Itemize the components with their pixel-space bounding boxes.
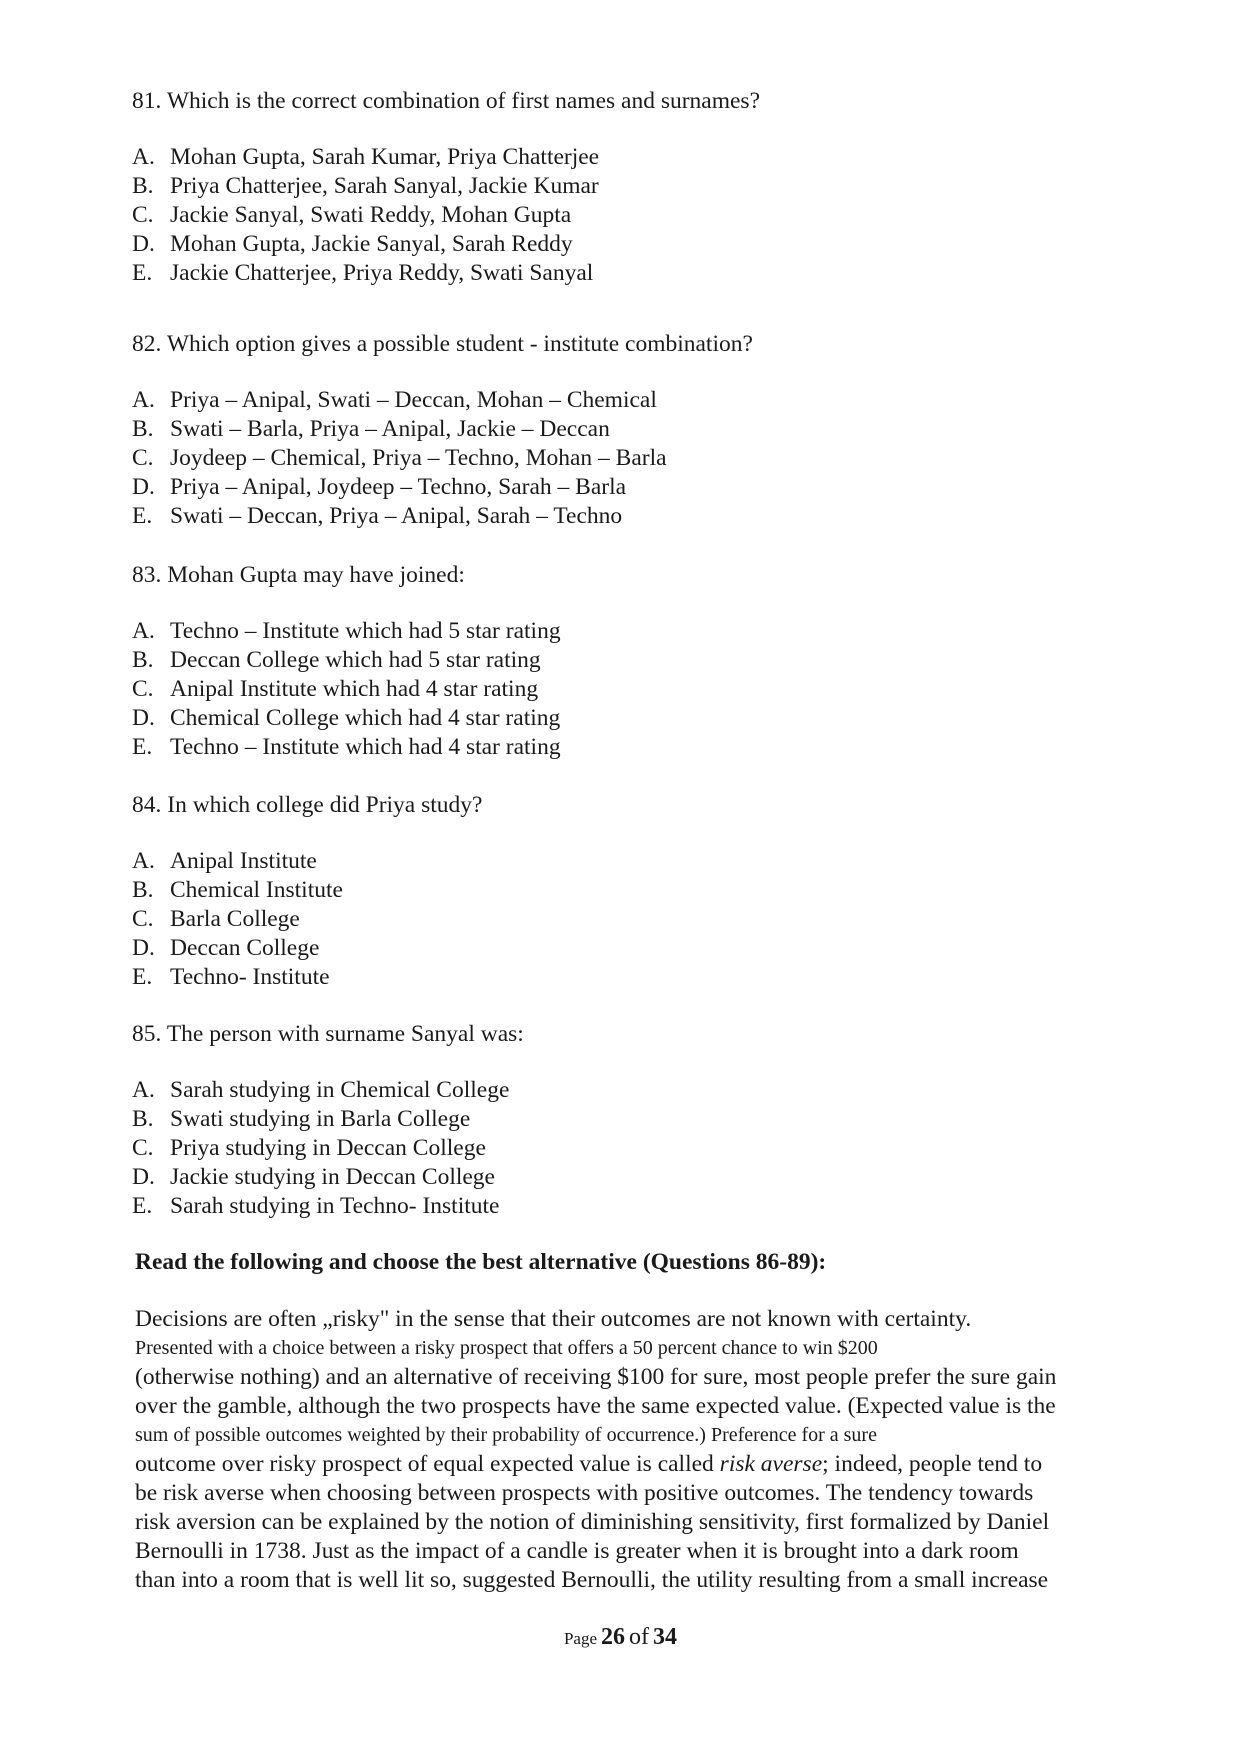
option-letter: D. [132,1164,155,1190]
italic-term: risk averse [719,1451,823,1477]
current-page-number: 26 [601,1624,626,1650]
option-text: Deccan College [170,935,320,961]
question-81 [132,87,1112,288]
passage-line: Presented with a choice between a risky prospect that offers a 50 percent chance to win $200 [135,1337,878,1359]
option-text: Barla College [170,906,300,932]
option-text: Deccan College which had 5 star rating [170,647,541,673]
question-82 [132,330,1112,531]
option-text: Sarah studying in Techno- Institute [170,1193,500,1219]
option-letter: D. [132,474,155,500]
option-letter: B. [132,416,154,442]
option-c [132,444,1112,473]
question-stem: 81. Which is the correct combination of first names and surnames? [132,88,761,114]
option-b [132,415,1112,444]
question-83 [132,561,1112,762]
option-letter: E. [132,734,153,760]
option-letter: B. [132,1106,154,1132]
option-letter: E. [132,503,153,529]
page-word: Page [563,1629,598,1648]
option-b [132,876,1112,905]
option-letter: C. [132,445,154,471]
passage-line: than into a room that is well lit so, suggested Bernoulli, the utility resulting from a small increase [135,1567,1049,1593]
question-stem: 83. Mohan Gupta may have joined: [132,562,465,588]
option-letter: C. [132,676,154,702]
option-text: Joydeep – Chemical, Priya – Techno, Mohan – Barla [170,445,667,471]
question-84 [132,791,1112,992]
passage-line: Bernoulli in 1738. Just as the impact of a candle is greater when it is brought into a dark room [135,1538,1019,1564]
option-text: Techno- Institute [170,964,330,990]
option-text: Mohan Gupta, Jackie Sanyal, Sarah Reddy [170,231,573,257]
option-d [132,934,1112,963]
option-d [132,230,1112,259]
option-letter: B. [132,877,154,903]
question-85 [132,1020,1112,1221]
option-list [132,1076,1112,1221]
option-e [132,502,1112,531]
option-text: Techno – Institute which had 4 star rating [170,734,561,760]
option-text: Chemical College which had 4 star rating [170,705,561,731]
option-list [132,386,1112,531]
option-list [132,847,1112,992]
option-b [132,172,1112,201]
option-letter: D. [132,935,155,961]
passage-text: ; indeed, people tend to [822,1451,1043,1477]
passage-text: outcome over risky prospect of equal expected value is called [135,1451,720,1477]
option-a [132,617,1112,646]
option-text: Swati studying in Barla College [170,1106,471,1132]
option-letter: A. [132,144,155,170]
option-text: Jackie studying in Deccan College [170,1164,495,1190]
option-letter: C. [132,906,154,932]
option-d [132,704,1112,733]
option-text: Priya – Anipal, Swati – Deccan, Mohan – Chemical [170,387,657,413]
passage-line: Decisions are often „risky" in the sense that their outcomes are not known with certainty. [135,1306,972,1332]
question-stem: 84. In which college did Priya study? [132,792,483,818]
option-c [132,905,1112,934]
total-pages-number: 34 [653,1624,678,1650]
option-letter: B. [132,173,154,199]
passage-line: (otherwise nothing) and an alternative of receiving $100 for sure, most people prefer the sure gain [135,1364,1057,1390]
option-text: Jackie Chatterjee, Priya Reddy, Swati Sanyal [170,260,594,286]
passage-line: risk aversion can be explained by the notion of diminishing sensitivity, first formalized by Daniel [135,1509,1050,1535]
option-text: Priya studying in Deccan College [170,1135,486,1161]
option-letter: B. [132,647,154,673]
option-text: Swati – Deccan, Priya – Anipal, Sarah – Techno [170,503,623,529]
option-a [132,386,1112,415]
option-letter: D. [132,231,155,257]
of-word: of [629,1624,650,1650]
option-e [132,963,1112,992]
option-letter: A. [132,387,155,413]
option-text: Priya Chatterjee, Sarah Sanyal, Jackie Kumar [170,173,599,199]
option-letter: E. [132,260,153,286]
question-stem: 85. The person with surname Sanyal was: [132,1021,524,1047]
option-list [132,617,1112,762]
option-c [132,1134,1112,1163]
option-letter: A. [132,618,155,644]
option-text: Mohan Gupta, Sarah Kumar, Priya Chatterjee [170,144,600,170]
option-letter: D. [132,705,155,731]
option-text: Jackie Sanyal, Swati Reddy, Mohan Gupta [170,202,572,228]
option-letter: A. [132,1077,155,1103]
section-heading: Read the following and choose the best alternative (Questions 86-89): [135,1249,827,1275]
option-e [132,259,1112,288]
passage-line: sum of possible outcomes weighted by their probability of occurrence.) Preference for a sure [135,1424,877,1446]
option-text: Techno – Institute which had 5 star rating [170,618,561,644]
option-d [132,1163,1112,1192]
option-letter: C. [132,1135,154,1161]
option-letter: E. [132,1193,153,1219]
option-d [132,473,1112,502]
option-c [132,675,1112,704]
option-a [132,143,1112,172]
passage-line: be risk averse when choosing between prospects with positive outcomes. The tendency towards [135,1480,1034,1506]
option-a [132,1076,1112,1105]
reading-passage [135,1305,1120,1595]
passage-line [135,1450,1120,1479]
option-text: Chemical Institute [170,877,343,903]
option-text: Priya – Anipal, Joydeep – Techno, Sarah – Barla [170,474,627,500]
option-text: Swati – Barla, Priya – Anipal, Jackie – Deccan [170,416,610,442]
passage-line: over the gamble, although the two prospects have the same expected value. (Expected value is the [135,1393,1056,1419]
page-footer [0,1624,1241,1651]
option-text: Anipal Institute which had 4 star rating [170,676,539,702]
option-a [132,847,1112,876]
option-text: Anipal Institute [170,848,317,874]
option-letter: A. [132,848,155,874]
option-b [132,1105,1112,1134]
question-stem: 82. Which option gives a possible student - institute combination? [132,331,753,357]
option-e [132,733,1112,762]
option-text: Sarah studying in Chemical College [170,1077,510,1103]
option-e [132,1192,1112,1221]
option-letter: E. [132,964,153,990]
option-letter: C. [132,202,154,228]
option-b [132,646,1112,675]
option-list [132,143,1112,288]
option-c [132,201,1112,230]
